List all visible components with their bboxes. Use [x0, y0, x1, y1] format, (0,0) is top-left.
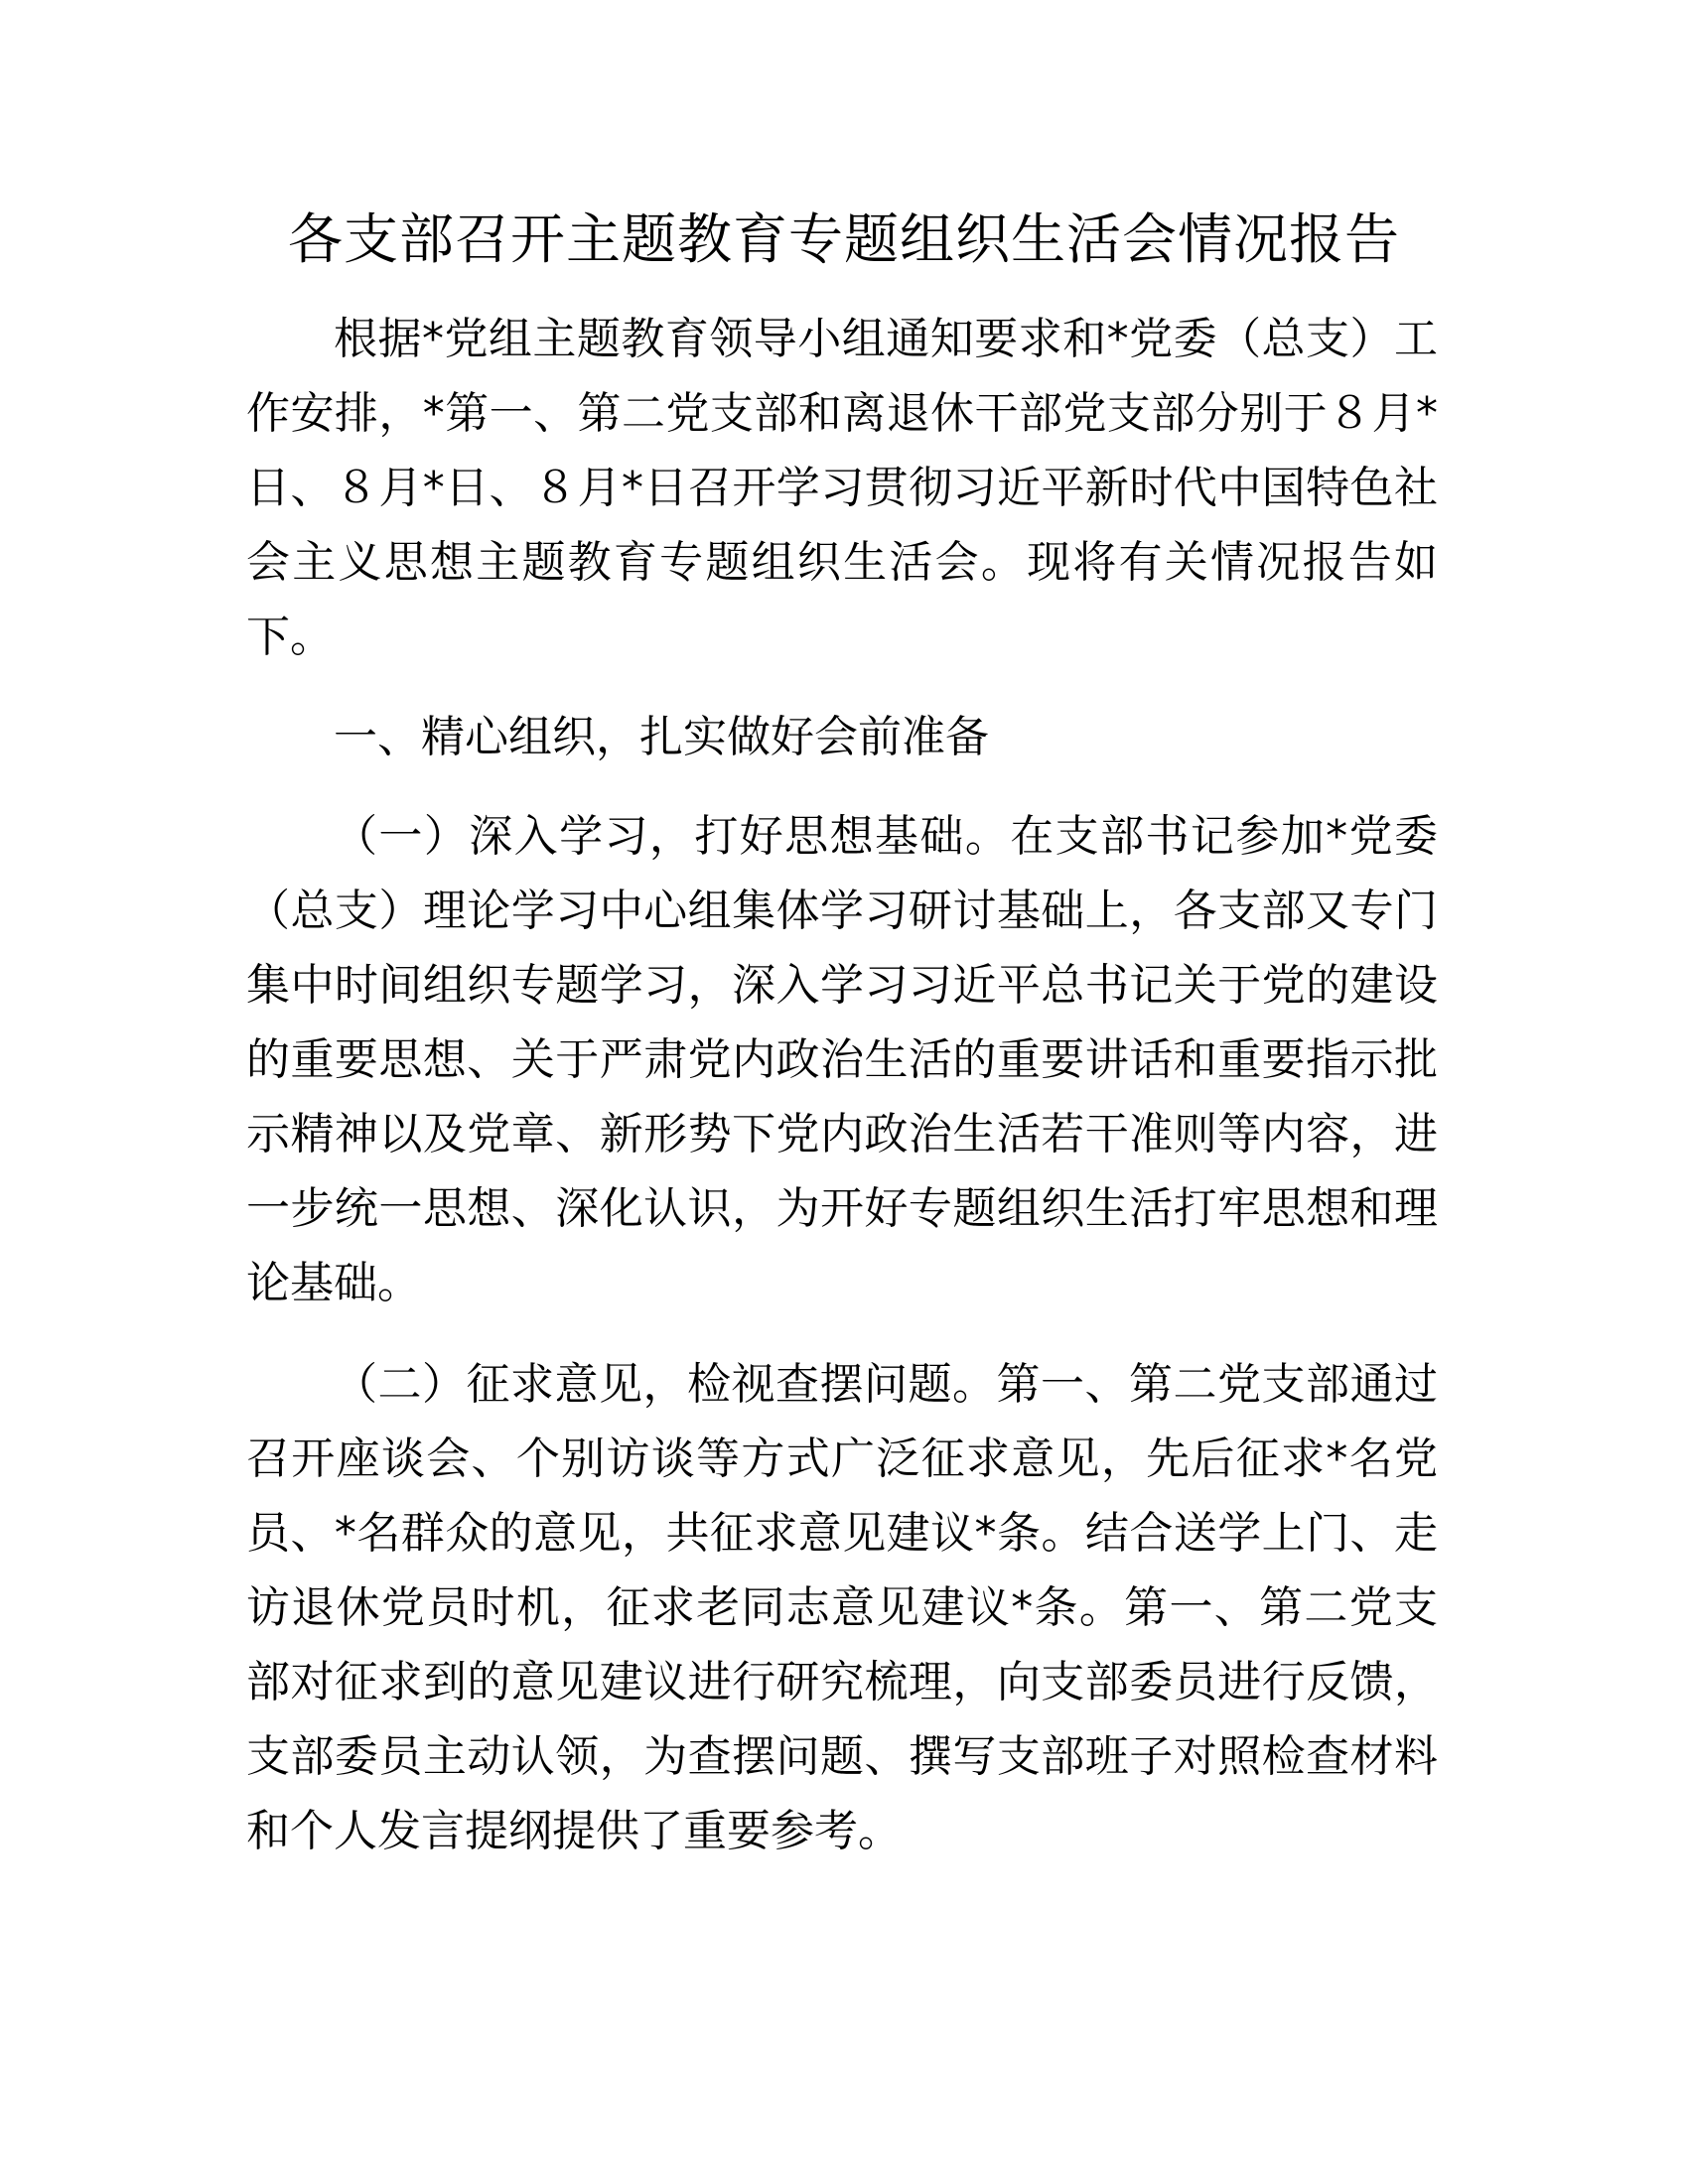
document-title: 各支部召开主题教育专题组织生活会情况报告 — [287, 207, 1400, 271]
subsection-paragraph-1: （一）深入学习，打好思想基础。在支部书记参加*党委（总支）理论学习中心组集体学习研讨基础上，各支部又专门集中时间组织专题学习，深入学习习近平总书记关于党的建设的重要思想、关于严肃党内政治生活的重要讲话和重要指示批示精神以及党章、新形势下党内政治生活若干准则等内容，进一步统一思想、深化认识，为开好专题组织生活打牢思想和理论基础。 — [246, 811, 1438, 1308]
section-heading-1: 一、精心组织，扎实做好会前准备 — [334, 712, 989, 762]
intro-paragraph: 根据*党组主题教育领导小组通知要求和*党委（总支）工作安排，*第一、第二党支部和离退休干部党支部分别于８月*日、８月*日、８月*日召开学习贯彻习近平新时代中国特色社会主义思想主题教育专题组织生活会。现将有关情况报告如下。 — [246, 314, 1438, 662]
subsection-paragraph-2: （二）征求意见，检视查摆问题。第一、第二党支部通过召开座谈会、个别访谈等方式广泛征求意见，先后征求*名党员、*名群众的意见，共征求意见建议*条。结合送学上门、走访退休党员时机，征求老同志意见建议*条。第一、第二党支部对征求到的意见建议进行研究梳理，向支部委员进行反馈，支部委员主动认领，为查摆问题、撰写支部班子对照检查材料和个人发言提纲提供了重要参考。 — [246, 1359, 1438, 1856]
